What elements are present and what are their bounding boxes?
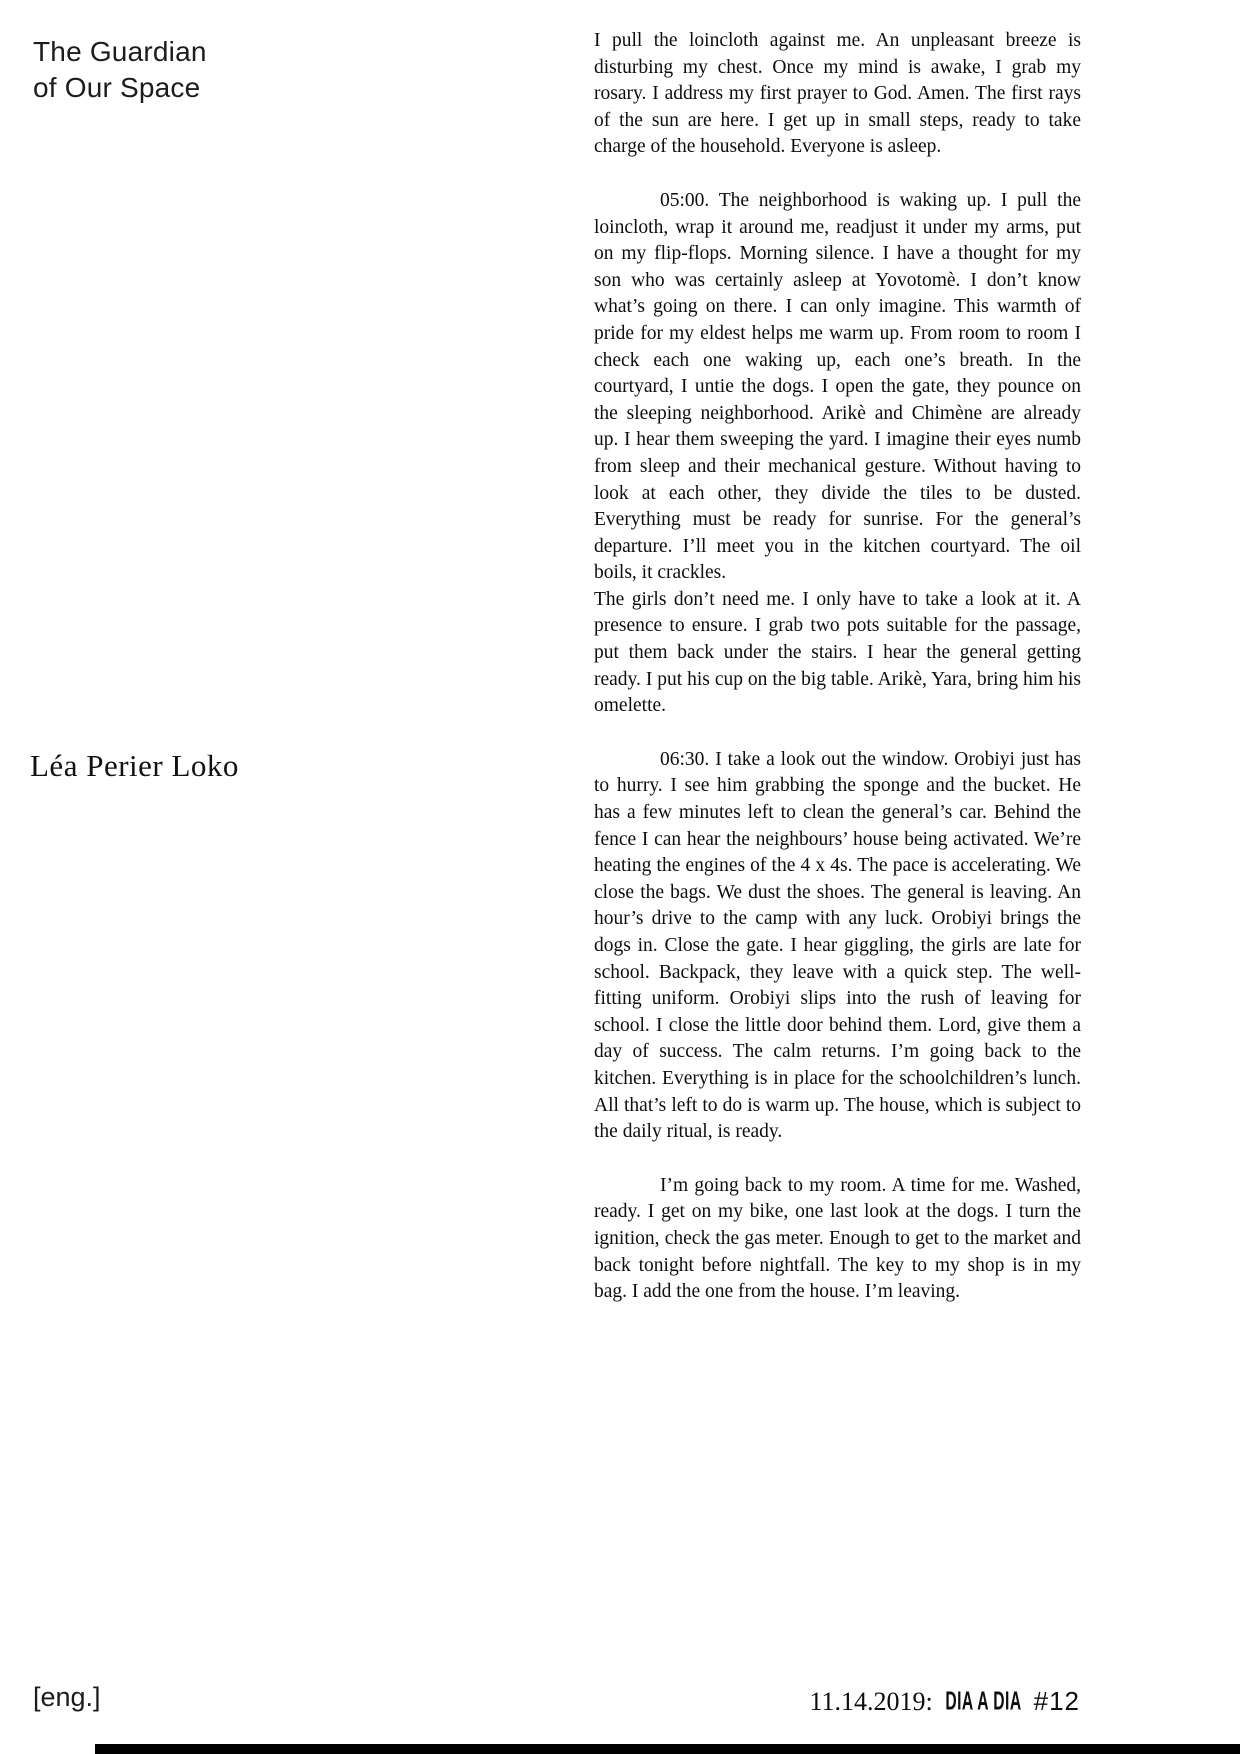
page-title bbox=[33, 34, 207, 106]
page-title-line2: of Our Space bbox=[33, 72, 201, 103]
page-title-line1: The Guardian bbox=[33, 36, 207, 67]
bottom-rule bbox=[95, 1744, 1240, 1754]
series-title: DIA A DIA bbox=[945, 1686, 1022, 1716]
issue-number: #12 bbox=[1033, 1686, 1080, 1716]
issue-date: 11.14.2019: bbox=[809, 1687, 933, 1716]
paragraph: 06:30. I take a look out the window. Orobiyi just has to hurry. I see him grabbing the sponge and the bucket. He has a few minutes left to clean the general’s car. Behind the fence I can hear the neighbours’ house being activated. We’re heating the engines of the 4 x 4s. The pace is accelerating. We close the bags. We dust the shoes. The general is leaving. An hour’s drive to the camp with any luck. Orobiyi brings the dogs in. Close the gate. I hear giggling, the girls are late for school. Backpack, they leave with a quick step. The well-fitting uniform. Orobiyi slips into the rush of leaving for school. I close the little door behind them. Lord, give them a day of success. The calm returns. I’m going back to the kitchen. Everything is in place for the schoolchildren’s lunch. All that’s left to do is warm up. The house, which is subject to the daily ritual, is ready. bbox=[594, 748, 1081, 1143]
paragraph: I pull the loincloth against me. An unpleasant breeze is disturbing my chest. Once my mind is awake, I grab my rosary. I address my first prayer to God. Amen. The first rays of the sun are here. I get up in small steps, ready to take charge of the household. Everyone is asleep. bbox=[594, 30, 1081, 158]
article-body bbox=[594, 28, 1081, 1306]
author-name: Léa Perier Loko bbox=[30, 748, 239, 783]
paragraph: 05:00. The neighborhood is waking up. I pull the loincloth, wrap it around me, readjust it under my arms, put on my flip-flops. Morning silence. I have a thought for my son who was certainly asleep at Yovotomè. I don’t know what’s going on there. I can only imagine. This warmth of pride for my eldest helps me warm up. From room to room I check each one waking up, each one’s breath. In the courtyard, I untie the dogs. I open the gate, they pounce on the sleeping neighborhood. Arikè and Chimène are already up. I hear them sweeping the yard. I imagine their eyes numb from sleep and their mechanical gesture. Without having to look at each other, they divide the tiles to be dusted. Everything must be ready for sunrise. For the general’s departure. I’ll meet you in the kitchen courtyard. The oil boils, it crackles. bbox=[594, 189, 1081, 584]
language-tag: [eng.] bbox=[33, 1682, 101, 1712]
paragraph: The girls don’t need me. I only have to take a look at it. A presence to ensure. I grab two pots suitable for the passage, put them back under the stairs. I hear the general getting ready. I put his cup on the big table. Arikè, Yara, bring him his omelette. bbox=[594, 588, 1081, 717]
issue-info bbox=[809, 1686, 1080, 1717]
paragraph: I’m going back to my room. A time for me. Washed, ready. I get on my bike, one last look at the dogs. I turn the ignition, check the gas meter. Enough to get to the market and back tonight before nightfall. The key to my shop is in my bag. I add the one from the house. I’m leaving. bbox=[594, 1174, 1081, 1303]
